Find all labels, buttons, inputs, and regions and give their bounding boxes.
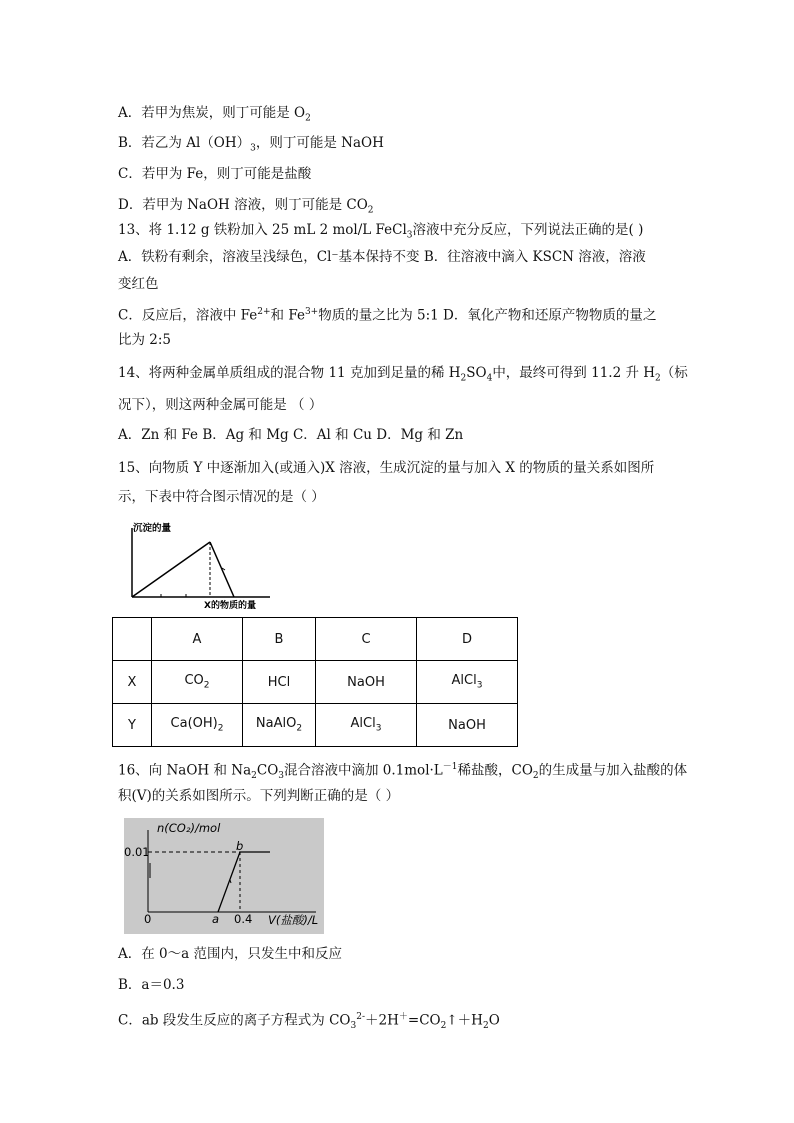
origin-label: 0 — [144, 912, 152, 926]
q16-stem-cont: 积(V)的关系如图所示。下列判断正确的是（ ） — [118, 788, 400, 804]
option-a: A．若甲为焦炭，则丁可能是 $O_2$ — [118, 105, 311, 124]
table-header-cell: B — [243, 618, 316, 661]
x-tick-label: 0.4 — [234, 912, 253, 926]
y-axis-label: 沉淀的量 — [133, 523, 172, 534]
y-tick-label: 0.01 — [124, 845, 150, 859]
q13-options-cd: C．反应后，溶液中 $Fe^{2+}$和 $Fe^{3+}$物质的量之比为 5:1 D．氧化产物和还原产物物质的量之 — [118, 307, 657, 324]
table-cell: $Ca(OH)_2$ — [152, 704, 243, 747]
table-cell: AlCl$_3$ — [417, 661, 518, 704]
q15-stem: 15、向物质 Y 中逐渐加入(或通入)X 溶液，生成沉淀的量与加入 X 的物质的量关系如图所 — [118, 460, 655, 476]
table-cell: NaAlO$_2$ — [243, 704, 316, 747]
table-cell: $CO_2$ — [152, 661, 243, 704]
table-cell: AlCl$_3$ — [316, 704, 417, 747]
q13-options-ab-cont: 变红色 — [118, 276, 159, 292]
row-label: Y — [113, 704, 152, 747]
x-axis-label: X的物质的量 — [204, 601, 256, 611]
q13-options-ab: A．铁粉有剩余，溶液呈浅绿色，Cl⁻基本保持不变 B．往溶液中滴入 KSCN 溶液，溶液 — [118, 249, 646, 265]
point-b-label: b — [236, 839, 244, 853]
row-label: X — [113, 661, 152, 704]
q16-option-b: B．a＝0.3 — [118, 977, 185, 993]
table-header-row — [113, 618, 518, 661]
co2-graph — [124, 818, 324, 934]
point-a-label: a — [212, 912, 220, 926]
rising-segment — [132, 542, 210, 597]
q13-stem: 13、将 1.12 g 铁粉加入 25 mL 2 mol/L FeCl$_3$溶液中充分反应，下列说法正确的是( ) — [118, 222, 644, 241]
options-table — [112, 617, 518, 747]
x-axis-label: V(盐酸)/L — [268, 913, 319, 927]
q13-options-cd-cont: 比为 2:5 — [118, 332, 172, 348]
q14-options: A．Zn 和 Fe B．Ag 和 Mg C．Al 和 Cu D．Mg 和 Zn — [118, 427, 464, 443]
q15-stem-cont: 示，下表中符合图示情况的是（ ） — [118, 489, 325, 505]
falling-segment — [210, 542, 234, 597]
q16-option-c: C．ab 段发生反应的离子方程式为 $CO_3^{2-}+2H^+=CO_2↑+H_2O$ — [118, 1012, 500, 1032]
option-b: B．若乙为 $Al(OH)_3$，则丁可能是 NaOH — [118, 135, 384, 154]
precipitate-graph — [124, 520, 274, 612]
q16-option-a: A．在 0～a 范围内，只发生中和反应 — [118, 946, 342, 962]
option-c: C．若甲为 Fe，则丁可能是盐酸 — [118, 166, 312, 182]
table-row-x — [113, 661, 518, 704]
y-axis-label: n(CO₂)/mol — [157, 821, 221, 835]
table-header-cell: D — [417, 618, 518, 661]
option-d: D．若甲为 NaOH 溶液，则丁可能是 $CO_2$ — [118, 197, 374, 216]
table-cell: NaOH — [316, 661, 417, 704]
table-row-y — [113, 704, 518, 747]
q14-stem: 14、将两种金属单质组成的混合物 11 克加到足量的稀 $H_2SO_4$中，最终可得到 11.2 升 $H_2$（标 — [118, 365, 688, 384]
table-cell: HCl — [243, 661, 316, 704]
q16-stem: 16、向 NaOH 和 $Na_2CO_3$混合溶液中滴加 $0.1mol\cdot L^{-1}$稀盐酸，$CO_2$的生成量与加入盐酸的体 — [118, 762, 688, 782]
table-header-cell: A — [152, 618, 243, 661]
table-header-cell: C — [316, 618, 417, 661]
table-cell: NaOH — [417, 704, 518, 747]
q14-stem-cont: 况下），则这两种金属可能是 （ ） — [118, 397, 323, 413]
table-cell — [113, 618, 152, 661]
